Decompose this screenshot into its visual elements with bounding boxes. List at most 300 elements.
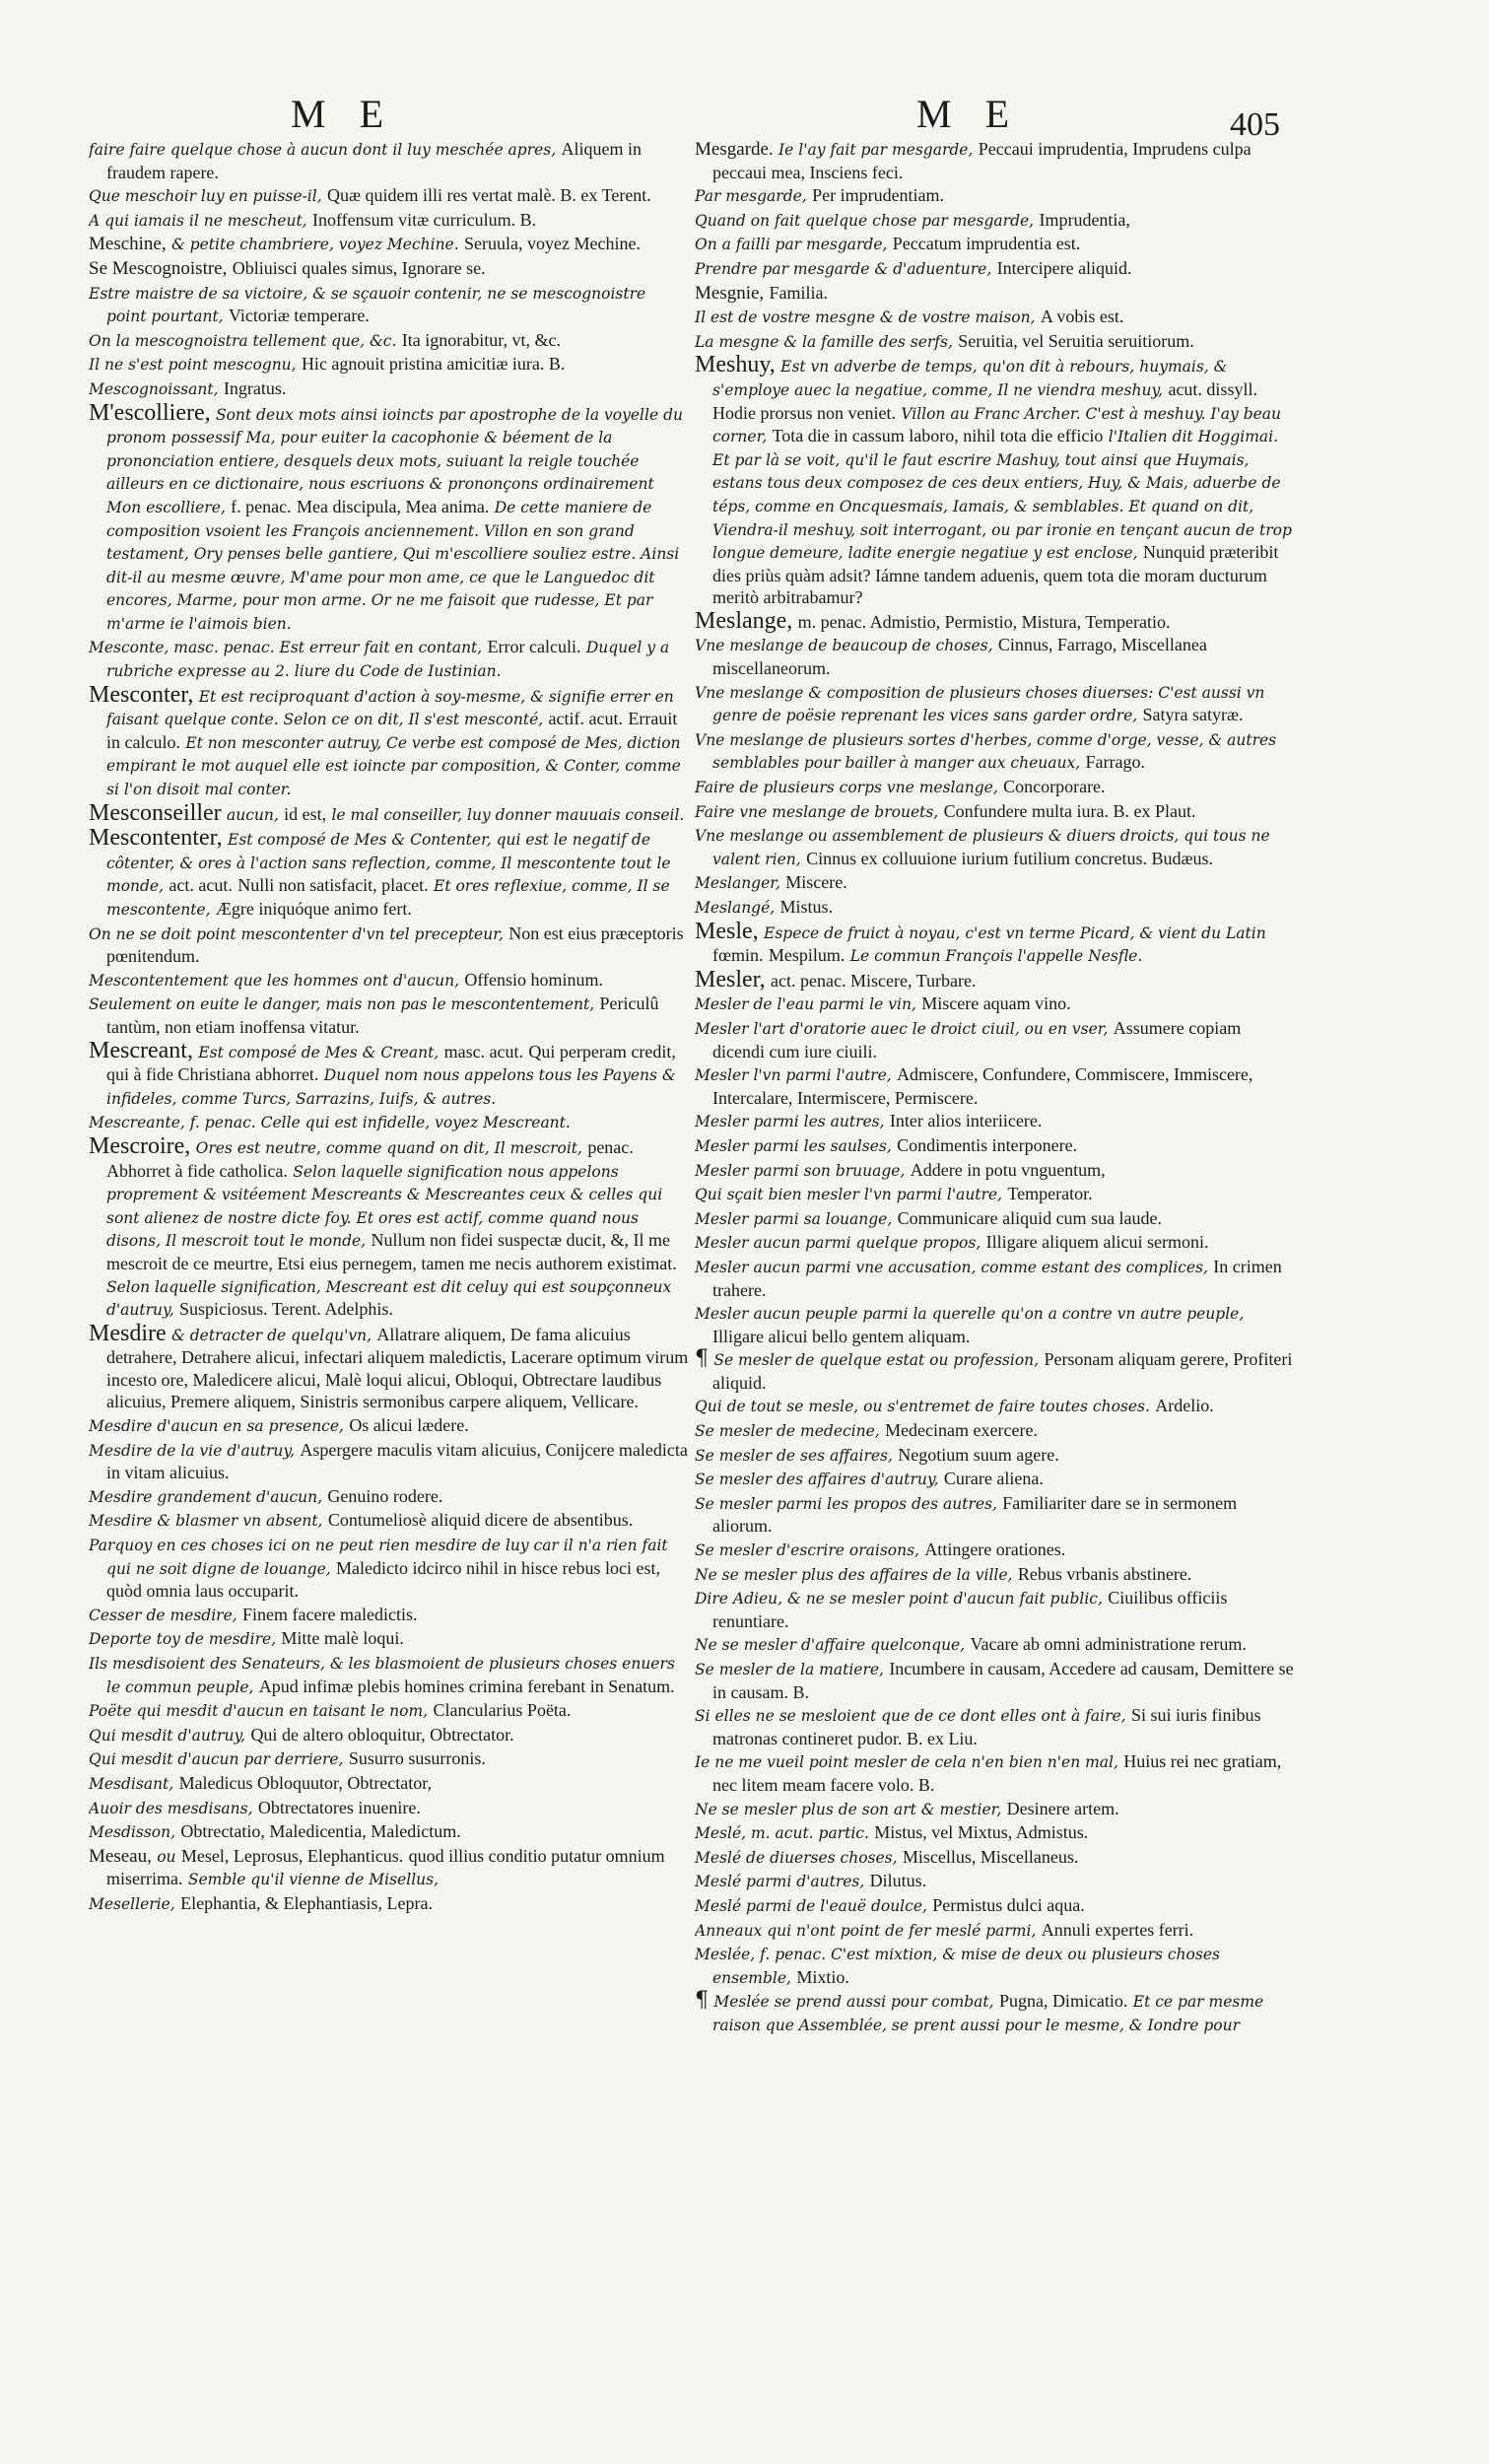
latin-gloss: Confundere multa iura. B. ex Plaut. (943, 800, 1196, 821)
french-text: Mesler de l'eau parmi le vin, (695, 995, 916, 1014)
latin-gloss: Genuino rodere. (327, 1485, 443, 1506)
dictionary-entry (695, 800, 1296, 824)
headword: Meslange, (695, 607, 793, 634)
french-text: Il est de vostre mesgne & de vostre maison, (695, 308, 1036, 327)
dictionary-entry (89, 992, 690, 1038)
latin-gloss: Offensio hominum. (464, 969, 604, 990)
french-text: Estre maistre de sa victoire, & se sçauoir contenir, ne se mescognoistre point pourtant, (89, 284, 646, 326)
latin-gloss: m. penac. Admistio, Permistio, Mistura, Temperatio. (797, 611, 1171, 632)
headword: Mesdire (89, 1320, 167, 1346)
dictionary-entry (89, 827, 690, 921)
latin-gloss: Mistus. (779, 897, 834, 917)
french-text: Prendre par mesgarde & d'aduenture, (695, 259, 992, 278)
french-text: On a failli par mesgarde, (695, 236, 888, 254)
dictionary-entry (695, 1870, 1296, 1893)
latin-gloss: Illigare aliquem alicui sermoni. (985, 1232, 1209, 1253)
latin-gloss: Mespilum. (768, 945, 846, 966)
french-text: Cesser de mesdire, (89, 1606, 237, 1624)
latin-gloss: Nullum non fidei suspectæ ducit, &, Il me mescroit de ce meurtre, Etsi eius pernegem, tamen me necis authorem existimat. (106, 1230, 677, 1273)
latin-gloss: Ægre iniquóque animo fert. (215, 899, 412, 919)
latin-gloss: Finem facere maledictis. (242, 1604, 418, 1624)
latin-gloss: Maledicus Obloquutor, Obtrectator, (178, 1772, 433, 1793)
french-text: Mesconte, masc. penac. Est erreur fait en contant, (89, 639, 483, 657)
french-text: Mescontentement que les hommes ont d'aucun, (89, 971, 460, 990)
dictionary-entry (695, 1492, 1296, 1538)
latin-gloss: Per imprudentiam. (812, 185, 945, 206)
french-text: Vne meslange de plusieurs sortes d'herbes, comme d'orge, vesse, & autres semblables pour bailler à manger aux cheuaux, (695, 730, 1277, 773)
french-text: Mesler parmi les saulses, (695, 1136, 892, 1155)
latin-gloss: quod illius conditio putatur omnium miserrima. (106, 1845, 665, 1889)
french-text: Qui mesdit d'aucun par derriere, (89, 1750, 344, 1769)
dictionary-entry (695, 1017, 1296, 1062)
french-text: Ne se mesler plus de son art & mestier, (695, 1800, 1002, 1818)
dictionary-entry (695, 1821, 1296, 1845)
dictionary-entry (89, 1439, 690, 1484)
french-text: & petite chambriere, voyez Mechine. (170, 236, 459, 254)
latin-gloss: A vobis est. (1040, 307, 1124, 327)
dictionary-entry (89, 923, 690, 968)
dictionary-entry (89, 353, 690, 376)
dictionary-entry (89, 681, 690, 801)
latin-gloss: Satyra satyræ. (1142, 705, 1244, 725)
dictionary-entry (695, 1134, 1296, 1158)
french-text: Se mesler de medecine, (695, 1422, 880, 1441)
dictionary-entry (695, 1587, 1296, 1632)
french-text: Mesler l'art d'oratorie auec le droict ciuil, ou en vser, (695, 1019, 1109, 1038)
latin-gloss: Nulli non satisfacit, placet. (237, 875, 429, 896)
latin-gloss: Hodie prorsus non veniet. (712, 402, 896, 423)
french-text: Espece de fruict à noyau, c'est vn terme Picard, & vient du Latin (764, 924, 1266, 942)
dictionary-entry (695, 728, 1296, 775)
latin-gloss: Addere in potu vnguentum, (910, 1159, 1106, 1180)
dictionary-entry (89, 1699, 690, 1723)
latin-gloss: Incumbere in causam, Accedere ad causam, Demittere se in causam. B. (712, 1659, 1294, 1702)
headword: Mescontenter, (89, 825, 223, 852)
headword: Meseau, (89, 1845, 152, 1867)
running-head-right: M E (916, 92, 1021, 136)
french-text: Mesdire de la vie d'autruy, (89, 1441, 296, 1460)
french-text: Vne meslange & composition de plusieurs choses diuerses: C'est aussi vn genre de poësie reprenant les vices sans garder ordre, (695, 683, 1265, 725)
latin-gloss: Annuli expertes ferri. (1041, 1919, 1194, 1940)
dictionary-entry (89, 1747, 690, 1771)
latin-gloss: Personam aliquam gerere, Profiteri aliquid. (712, 1349, 1293, 1393)
dictionary-entry (89, 1111, 690, 1134)
dictionary-entry (695, 1658, 1296, 1703)
dictionary-entry (695, 1943, 1296, 1989)
latin-gloss: Permistus dulci aqua. (932, 1894, 1085, 1915)
dictionary-entry (695, 1468, 1296, 1491)
dictionary-entry (695, 1302, 1296, 1347)
french-text: aucun, (226, 805, 279, 824)
french-text: Duquel y a rubriche expresse au 2. liure du Code de Iustinian. (106, 639, 670, 681)
dictionary-entry (695, 1159, 1296, 1183)
latin-gloss: Illigare alicui bello gentem aliquam. (712, 1326, 971, 1346)
dictionary-entry (695, 1704, 1296, 1749)
french-text: Mesdisson, (89, 1823, 176, 1842)
latin-gloss: Desinere artem. (1006, 1798, 1119, 1818)
dictionary-entry (695, 1183, 1296, 1206)
latin-gloss: masc. acut. (443, 1041, 524, 1061)
french-text: Anneaux qui n'ont point de fer meslé parmi, (695, 1921, 1037, 1940)
dictionary-entry (695, 992, 1296, 1016)
french-text: Selon laquelle signification nous appelons proprement & vsitéement Mescreants & Mescreantes ceux & celles qui sont alienez de nostre dicte foy. Et ores est actif, comme quand nous disons, Il mescroit tout le monde, (106, 1162, 663, 1251)
latin-gloss: Maledicto idcirco nihil in hisce rebus loci est, quòd omnia laus occuparit. (106, 1557, 660, 1602)
latin-gloss: In crimen trahere. (712, 1256, 1282, 1300)
latin-gloss: Os alicui lædere. (349, 1415, 469, 1436)
latin-gloss: Nunquid præteribit dies priùs quàm adsit? Iámne tandem aduenis, quem tota die moram ducturum meritò arbitrabamur? (712, 542, 1279, 608)
french-text: le mal conseiller, luy donner mauuais conseil. (331, 805, 685, 824)
latin-gloss: Cinnus, Farrago, Miscellanea miscellaneorum. (712, 635, 1207, 679)
latin-gloss: acut. dissyll. (1168, 378, 1257, 399)
latin-gloss: Mesel, Leprosus, Elephanticus. (180, 1845, 404, 1866)
french-text: Ie ne me vueil point mesler de cela n'en bien n'en mal, (695, 1753, 1118, 1772)
latin-gloss: act. acut. (169, 875, 233, 896)
headword: Mesgarde. (695, 139, 774, 160)
dictionary-entry (695, 209, 1296, 233)
latin-gloss: Rebus vrbanis abstinere. (1017, 1563, 1192, 1584)
latin-gloss: Mea discipula, Mea anima. (296, 496, 490, 516)
dictionary-entry (695, 330, 1296, 354)
french-text: La mesgne & la famille des serfs, (695, 332, 953, 351)
right-column (695, 138, 1296, 2405)
french-text: Duquel nom nous appelons tous les Payens & infideles, comme Turcs, Sarrazins, Iuifs, & autres. (106, 1066, 676, 1108)
dictionary-entry (89, 636, 690, 682)
french-text: On ne se doit point mescontenter d'vn tel precepteur, (89, 924, 504, 943)
french-text: Meslanger, (695, 874, 780, 893)
page-number: 405 (1230, 106, 1280, 143)
headword: Mesgnie, (695, 282, 765, 304)
dictionary-entry (89, 1797, 690, 1820)
latin-gloss: Elephantia, & Elephantiasis, Lepra. (180, 1892, 433, 1913)
latin-gloss: Mitte malè loqui. (281, 1628, 404, 1649)
latin-gloss: actif. acut. (548, 709, 624, 729)
french-text: A qui iamais il ne mescheut, (89, 211, 307, 230)
latin-gloss: Tota die in cassum laboro, nihil tota die efficio (772, 426, 1104, 446)
french-text: Mesler aucun parmi vne accusation, comme estant des complices, (695, 1258, 1208, 1276)
latin-gloss: Si sui iuris finibus matronas contineret pudor. B. ex Liu. (712, 1705, 1261, 1748)
french-text: Se mesler d'escrire oraisons, (695, 1541, 919, 1560)
latin-gloss: Negotium suum agere. (898, 1444, 1059, 1465)
dictionary-entry (695, 1444, 1296, 1468)
french-text: Meslée, f. penac. C'est mixtion, & mise de deux ou plusieurs choses ensemble, (695, 1946, 1220, 1987)
dictionary-entry (89, 282, 690, 328)
french-text: Meslé parmi d'autres, (695, 1873, 865, 1891)
dictionary-entry (89, 1627, 690, 1651)
french-text: Et est reciproquant d'action à soy-mesme, & signifie errer en faisant quelque conte. Selon ce on dit, Il s'est mesconté, (106, 687, 674, 729)
latin-gloss: Qui perperam credit, qui à fide Christiana abhorret. (106, 1041, 676, 1085)
dictionary-entry (695, 1256, 1296, 1301)
latin-gloss: penac. (587, 1136, 634, 1157)
latin-gloss: act. penac. Miscere, Turbare. (771, 970, 977, 991)
french-text: Selon laquelle signification, Mescreant est dit celuy qui est soupçonneux d'autruy, (106, 1277, 672, 1320)
french-text: Mesdire & blasmer vn absent, (89, 1512, 323, 1531)
french-text: Mescognoissant, (89, 379, 219, 398)
latin-gloss: Miscere aquam vino. (921, 993, 1071, 1014)
dictionary-entry (695, 1633, 1296, 1657)
dictionary-entry (89, 1604, 690, 1627)
dictionary-entry (89, 799, 690, 827)
dictionary-entry (695, 776, 1296, 799)
dictionary-entry (89, 1037, 690, 1111)
dictionary-entry (89, 1509, 690, 1533)
french-text: Se mesler des affaires d'autruy, (695, 1471, 939, 1489)
latin-gloss: Inter alios interiicere. (889, 1111, 1043, 1131)
headword: M'escolliere, (89, 399, 211, 426)
latin-gloss: Curare aliena. (943, 1469, 1044, 1489)
dictionary-entry (695, 1231, 1296, 1255)
french-text: Mesdisant, (89, 1774, 174, 1793)
latin-gloss: Condimentis interponere. (897, 1134, 1078, 1155)
french-text: Seulement on euite le danger, mais non pas le mescontentement, (89, 995, 595, 1014)
french-text: Faire de plusieurs corps vne meslange, (695, 779, 998, 797)
dictionary-entry (695, 681, 1296, 727)
french-text: Ne se mesler d'affaire quelconque, (695, 1636, 966, 1655)
french-text: Ores est neutre, comme quand on dit, Il mescroit, (195, 1138, 582, 1157)
french-text: Il ne s'est point mescognu, (89, 356, 297, 375)
french-text: Mesler parmi les autres, (695, 1113, 885, 1131)
french-text: Et ores reflexiue, comme, Il se mescontente, (106, 877, 670, 919)
french-text: Et ce par mesme raison que Assemblée, se prent aussi pour le mesme, & Iondre pour (712, 1993, 1264, 2034)
latin-gloss: Intercipere aliquid. (996, 257, 1132, 278)
latin-gloss: Communicare aliquid cum sua laude. (897, 1207, 1163, 1228)
latin-gloss: Contumeliosè aliquid dicere de absentibus. (327, 1510, 634, 1531)
latin-gloss: Inoffensum vitæ curriculum. B. (311, 209, 537, 230)
latin-gloss: Vacare ab omni administratione rerum. (970, 1634, 1247, 1655)
latin-gloss: Hic agnouit pristina amicitiæ iura. B. (301, 354, 566, 375)
latin-gloss: Attingere orationes. (924, 1540, 1066, 1560)
dictionary-entry (695, 1798, 1296, 1821)
latin-gloss: Non est eius præceptoris pœnitendum. (106, 923, 684, 967)
latin-gloss: Seruitia, vel Seruitia seruitiorum. (958, 330, 1194, 351)
headword: Mesconter, (89, 681, 194, 708)
french-text: Se mesler de la matiere, (695, 1661, 884, 1678)
french-text: Est composé de Mes & Contenter, qui est le negatif de côtenter, & ores à l'action sans reflection, comme, Il mescontente tout le monde, (106, 831, 671, 896)
latin-gloss: Mixtio. (796, 1966, 849, 1987)
french-text: Sont deux mots ainsi ioincts par apostrophe de la voyelle du pronom possessif Ma, pour euiter la cacophonie & béement de la prononciation entiere, desquels deux mots, suiuant la reigle touchée ailleurs en ce dictionaire, nous escriuons & prononçons ordinairement Mon escolliere, (106, 405, 683, 516)
left-column (89, 138, 690, 2405)
latin-gloss: Apud infimæ plebis homines crimina ferebant in Senatum. (258, 1676, 675, 1696)
latin-gloss: Farrago. (1085, 752, 1145, 773)
dictionary-entry (89, 399, 690, 636)
french-text: l'Italien dit Hoggimai. Et par là se voit, qu'il le faut escrire Mashuy, tout ainsi que Huymais, estans tous deux composez de ces deux entiers, Huy, & Mais, aduerbe de téps, comme en Oncquesmais, Iamais, & semblables. Et quand on dit, Viendra-il meshuy, soit interrogant, ou par ironie en tençant aucun de trop longue demeure, ladite energie negatiue y est enclose, (712, 428, 1292, 563)
french-text: faire faire quelque chose à aucun dont il luy meschée apres, (89, 141, 557, 159)
latin-gloss: Familiariter dare se in sermonem aliorum. (712, 1492, 1238, 1537)
latin-gloss: Peccaui imprudentia, Imprudens culpa peccaui mea, Insciens feci. (712, 139, 1252, 182)
dictionary-entry (695, 1207, 1296, 1231)
french-text: Est composé de Mes & Creant, (198, 1043, 440, 1061)
dictionary-entry (695, 1990, 1296, 2036)
latin-gloss: Imprudentia, (1039, 209, 1130, 230)
dictionary-entry (89, 1414, 690, 1438)
latin-gloss: Qui de altero obloquitur, Obtrectator. (250, 1724, 514, 1745)
french-text: Mesler parmi son bruuage, (695, 1161, 906, 1180)
dictionary-entry (695, 896, 1296, 920)
headword: Mesconseiller (89, 799, 222, 826)
dictionary-entry (89, 1652, 690, 1698)
french-text: Meslé, m. acut. partic. (695, 1824, 869, 1843)
french-text: Qui sçait bien mesler l'vn parmi l'autre, (695, 1186, 1003, 1204)
latin-gloss: Ita ignorabitur, vt, &c. (401, 329, 561, 350)
pilcrow-mark: ¶ (695, 1346, 709, 1372)
french-text: Parquoy en ces choses ici on ne peut rien mesdire de luy car il n'a rien fait qui ne soit digne de louange, (89, 1537, 668, 1578)
dictionary-entry (695, 138, 1296, 183)
french-text: Deporte toy de mesdire, (89, 1630, 277, 1649)
dictionary-entry (695, 1846, 1296, 1870)
french-text: Mesler aucun peuple parmi la querelle qu'on a contre vn autre peuple, (695, 1305, 1245, 1324)
dictionary-entry (89, 1485, 690, 1509)
french-text: On la mescognoistra tellement que, &c. (89, 331, 397, 350)
dictionary-entry (695, 871, 1296, 895)
french-text: Auoir des mesdisans, (89, 1799, 253, 1817)
headword: Se Mescognoistre, (89, 257, 228, 279)
latin-gloss: Ardelio. (1155, 1396, 1214, 1416)
latin-gloss: id est, (284, 803, 327, 824)
headword: Meschine, (89, 234, 167, 255)
latin-gloss: Obliuisci quales simus, Ignorare se. (232, 257, 486, 278)
dictionary-entry (695, 1419, 1296, 1443)
latin-gloss: Suspiciosus. Terent. Adelphis. (179, 1299, 393, 1320)
french-text: Est vn adverbe de temps, qu'on dit à rebours, huymais, & s'employe auec la negatiue, comme, Il ne viendra meshuy, (712, 358, 1228, 399)
latin-gloss: Seruula, voyez Mechine. (464, 234, 641, 254)
latin-gloss: Susurro susurronis. (348, 1748, 486, 1769)
latin-gloss: fœmin. (712, 945, 764, 966)
latin-gloss: Huius rei nec gratiam, nec litem meam facere volo. B. (712, 1751, 1282, 1795)
latin-gloss: Obtrectatio, Maledicentia, Maledictum. (180, 1821, 461, 1842)
latin-gloss: Aspergere maculis vitam alicuius, Conijcere maledicta in vitam alicuius. (106, 1439, 688, 1483)
dictionary-entry (695, 607, 1296, 634)
dictionary-entry (89, 1892, 690, 1916)
latin-gloss: Aliquem in fraudem rapere. (106, 139, 643, 182)
dictionary-entry (89, 1534, 690, 1603)
running-head-left: M E (291, 92, 395, 136)
dictionary-entry (89, 138, 690, 183)
latin-gloss: Mistus, vel Mixtus, Admistus. (874, 1822, 1089, 1843)
french-text: Dire Adieu, & ne se mesler point d'aucun fait public, (695, 1590, 1103, 1608)
french-text: Vne meslange de beaucoup de choses, (695, 637, 993, 655)
dictionary-entry (89, 233, 690, 256)
french-text: Poëte qui mesdit d'aucun en taisant le nom, (89, 1702, 429, 1721)
french-text: Ie l'ay fait par mesgarde, (778, 141, 974, 159)
latin-gloss: Periculû tantùm, non etiam inoffensa vitatur. (106, 993, 659, 1037)
french-text: Mesdire grandement d'aucun, (89, 1487, 323, 1506)
latin-gloss: Cinnus ex colluuione iurium futilium concretus. Budæus. (806, 848, 1214, 868)
french-text: Semble qu'il vienne de Misellus, (187, 1871, 440, 1889)
headword: Mescreant, (89, 1037, 193, 1063)
latin-gloss: Errauit in calculo. (106, 709, 678, 752)
french-text: & detracter de quelqu'vn, (171, 1326, 372, 1344)
latin-gloss: f. penac. (231, 496, 292, 516)
headword: Mesle, (695, 918, 759, 944)
dictionary-entry (89, 329, 690, 353)
french-text: Mesler parmi sa louange, (695, 1209, 893, 1228)
french-text: Le commun François l'appelle Nesfle. (849, 947, 1143, 966)
dictionary-entry (695, 306, 1296, 329)
dictionary-entry (89, 1320, 690, 1413)
latin-gloss: Ingratus. (223, 377, 287, 398)
dictionary-entry (695, 233, 1296, 256)
french-text: Mesellerie, (89, 1894, 175, 1913)
latin-gloss: Miscere. (785, 872, 847, 893)
dictionary-entry (89, 257, 690, 281)
latin-gloss: Miscellus, Miscellaneus. (902, 1846, 1079, 1867)
latin-gloss: Allatrare aliquem, De fama alicuius detrahere, Detrahere alicui, infectari aliquem maledictis, Lacerare optimum virum incesto ore, Maledicere alicui, Malè loqui alicui, Obloqui, Obtrectare laudibus alicuius, Premere aliquem, Sinistris sermonibus carpere aliquem, Vellicare. (106, 1324, 689, 1412)
french-text: Ils mesdisoient des Senateurs, & les blasmoient de plusieurs choses enuers le commun peuple, (89, 1655, 675, 1696)
french-text: Mesdire d'aucun en sa presence, (89, 1417, 344, 1436)
dictionary-entry (695, 354, 1296, 609)
dictionary-entry (89, 1772, 690, 1796)
french-text: Par mesgarde, (695, 187, 807, 206)
french-text: Se mesler de ses affaires, (695, 1446, 893, 1465)
french-text: De cette maniere de composition vsoient les François anciennement. Villon en son grand testament, Ory penses belle gantiere, Qui m'escolliere souliez estre. Ainsi dit-il au mesme œuvre, M'ame pour mon ame, ce que le Languedoc dit encores, Marme, pour mon arme. Or ne me faisoit que rudesse, Et par m'arme ie l'aimois bien. (106, 498, 680, 633)
dictionary-entry (695, 1395, 1296, 1418)
french-text: Ne se mesler plus des affaires de la ville, (695, 1565, 1013, 1584)
latin-gloss: Peccatum imprudentia est. (892, 234, 1081, 254)
dictionary-entry (695, 1750, 1296, 1796)
latin-gloss: Quæ quidem illi res vertat malè. B. ex Terent. (326, 185, 651, 206)
french-text: Quand on fait quelque chose par mesgarde, (695, 211, 1035, 230)
french-text: Mesler l'vn parmi l'autre, (695, 1066, 892, 1085)
latin-gloss: Concorporare. (1003, 777, 1106, 797)
latin-gloss: Pugna, Dimicatio. (998, 1991, 1128, 2012)
dictionary-entry (695, 257, 1296, 281)
dictionary-entry (89, 1132, 690, 1322)
dictionary-entry (695, 1563, 1296, 1587)
latin-gloss: Dilutus. (869, 1871, 927, 1891)
latin-gloss: Obtrectatores inuenire. (257, 1797, 421, 1817)
dictionary-entry (695, 824, 1296, 870)
dictionary-entry (89, 969, 690, 992)
latin-gloss: Ciuilibus officiis renuntiare. (712, 1588, 1228, 1631)
dictionary-entry (89, 1820, 690, 1844)
latin-gloss: Victoriæ temperare. (228, 306, 370, 326)
dictionary-entry (695, 1063, 1296, 1109)
dictionary-entry (89, 377, 690, 401)
french-text: ou (157, 1847, 176, 1866)
french-text: Vne meslange ou assemblement de plusieurs & diuers droicts, qui tous ne valent rien, (695, 827, 1270, 868)
french-text: Se mesler de quelque estat ou profession, (713, 1351, 1040, 1370)
dictionary-entry (695, 1539, 1296, 1562)
dictionary-entry (695, 282, 1296, 306)
french-text: Meslé de diuerses choses, (695, 1848, 898, 1867)
dictionary-entry (695, 184, 1296, 208)
dictionary-entry (695, 1894, 1296, 1918)
dictionary-entry (89, 209, 690, 233)
french-text: Faire vne meslange de brouets, (695, 802, 939, 821)
latin-gloss: Familia. (769, 282, 829, 303)
latin-gloss: Medecinam exercere. (885, 1420, 1038, 1441)
french-text: Et non mesconter autruy, Ce verbe est composé de Mes, diction empirant le mot auquel elle est ioincte par composition, & Conter, comme si l'on disoit mal conter. (106, 733, 681, 799)
dictionary-entry (695, 634, 1296, 679)
french-text: Qui mesdit d'autruy, (89, 1726, 246, 1745)
latin-gloss: Abhorret à fide catholica. (106, 1160, 288, 1181)
french-text: Qui de tout se mesle, ou s'entremet de faire toutes choses. (695, 1398, 1150, 1416)
dictionary-entry (695, 1919, 1296, 1943)
french-text: Meslangé, (695, 899, 776, 917)
french-text: Mescreante, f. penac. Celle qui est infidelle, voyez Mescreant. (89, 1114, 571, 1132)
latin-gloss: Clancularius Poëta. (433, 1700, 572, 1721)
french-text: Si elles ne se mesloient que de ce dont elles ont à faire, (695, 1707, 1126, 1726)
headword: Mescroire, (89, 1132, 191, 1159)
dictionary-entry (89, 1724, 690, 1747)
latin-gloss: Admiscere, Confundere, Commiscere, Immiscere, Intercalare, Intermiscere, Permiscere. (712, 1064, 1253, 1108)
latin-gloss: Temperator. (1007, 1184, 1093, 1204)
headword: Mesler, (695, 966, 766, 992)
dictionary-entry (695, 918, 1296, 968)
dictionary-entry (695, 1348, 1296, 1394)
dictionary-entry (695, 1110, 1296, 1133)
french-text: Se mesler parmi les propos des autres, (695, 1494, 997, 1513)
french-text: Meslée se prend aussi pour combat, (713, 1993, 994, 2012)
